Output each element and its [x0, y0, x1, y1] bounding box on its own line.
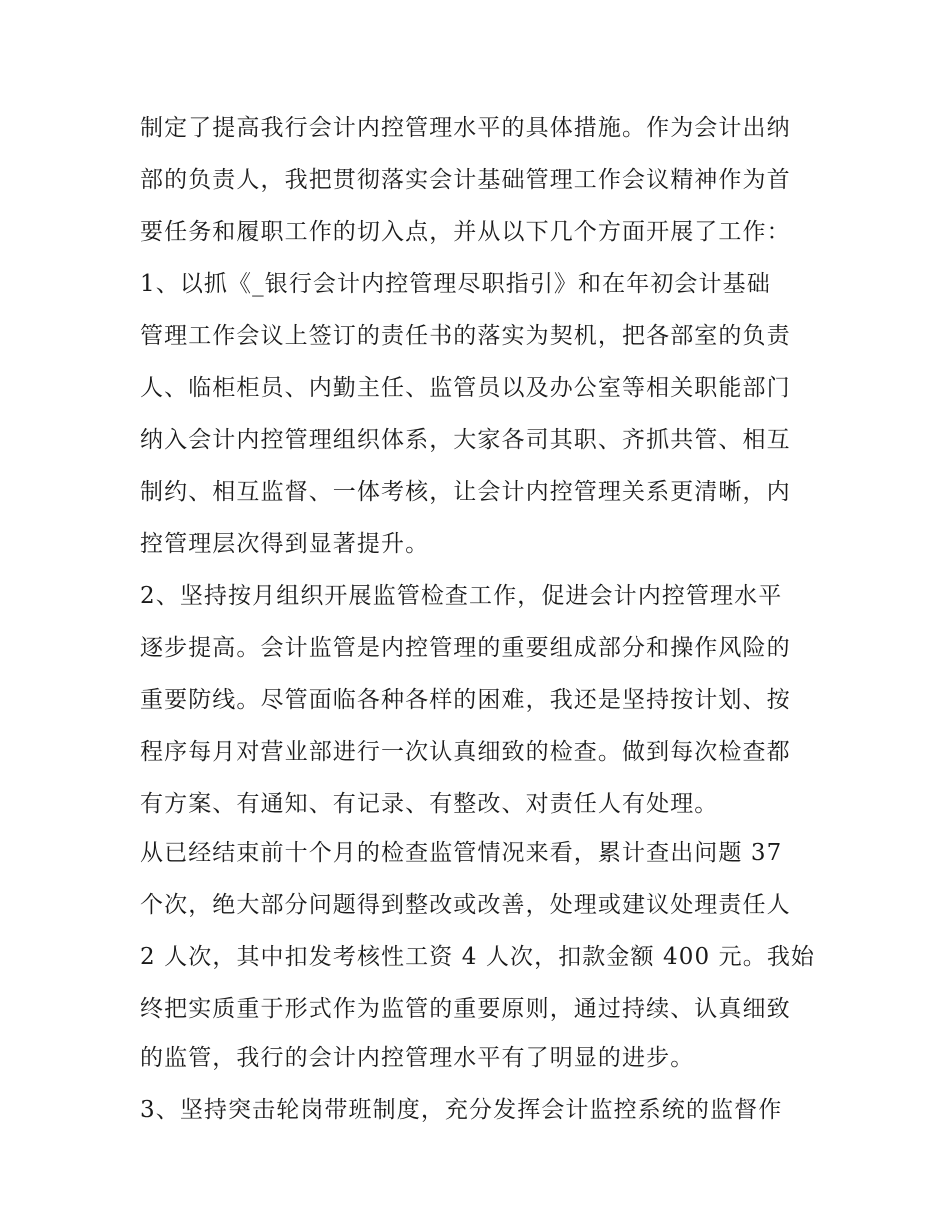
text-line: 逐步提高。会计监管是内控管理的重要组成部分和操作风险的: [140, 635, 791, 661]
text-line: 3、坚持突击轮岗带班制度，充分发挥会计监控系统的监督作: [140, 1097, 783, 1123]
text-line: 2、坚持按月组织开展监管检查工作，促进会计内控管理水平: [140, 583, 783, 609]
text-line: 制定了提高我行会计内控管理水平的具体措施。作为会计出纳: [140, 115, 791, 141]
text-line: 有方案、有通知、有记录、有整改、对责任人有处理。: [140, 791, 719, 817]
text-line: 人、临柜柜员、内勤主任、监管员以及办公室等相关职能部门: [140, 375, 791, 401]
text-line: 从已经结束前十个月的检查监管情况来看，累计查出问题 37: [140, 840, 783, 866]
text-line: 个次，绝大部分问题得到整改或改善，处理或建议处理责任人: [140, 892, 791, 918]
text-line: 部的负责人，我把贯彻落实会计基础管理工作会议精神作为首: [140, 167, 791, 193]
text-line: 2 人次，其中扣发考核性工资 4 人次，扣款金额 400 元。我始: [140, 944, 816, 970]
text-line: 程序每月对营业部进行一次认真细致的检查。做到每次检查都: [140, 739, 791, 765]
text-line: 重要防线。尽管面临各种各样的困难，我还是坚持按计划、按: [140, 687, 791, 713]
text-line: 的监管，我行的会计内控管理水平有了明显的进步。: [140, 1045, 695, 1071]
text-line: 管理工作会议上签订的责任书的落实为契机，把各部室的负责: [140, 323, 791, 349]
text-line: 制约、相互监督、一体考核，让会计内控管理关系更清晰，内: [140, 479, 791, 505]
text-line: 1、以抓《_银行会计内控管理尽职指引》和在年初会计基础: [140, 271, 771, 297]
text-line: 控管理层次得到显著提升。: [140, 531, 430, 557]
text-line: 终把实质重于形式作为监管的重要原则，通过持续、认真细致: [140, 996, 791, 1022]
text-line: 纳入会计内控管理组织体系，大家各司其职、齐抓共管、相互: [140, 427, 791, 453]
text-line: 要任务和履职工作的切入点，并从以下几个方面开展了工作：: [140, 219, 791, 245]
